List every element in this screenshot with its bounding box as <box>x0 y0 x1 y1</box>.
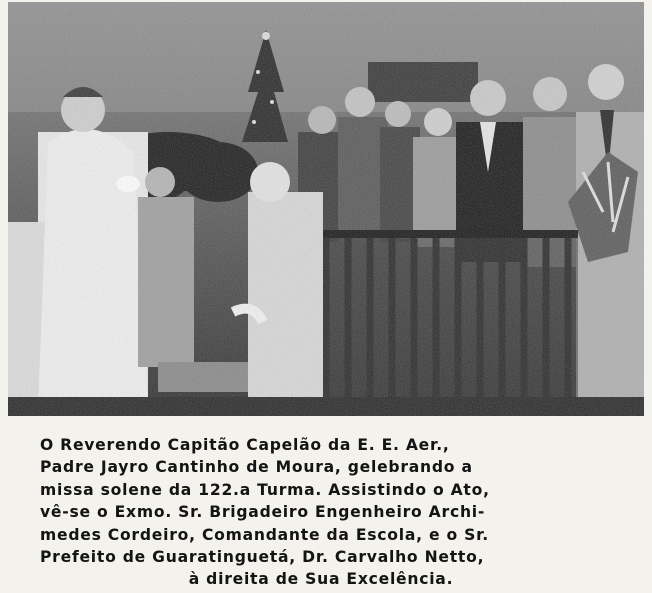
caption-line: Padre Jayro Cantinho de Moura, gelebrando a <box>40 458 473 477</box>
caption-line: missa solene da 122.a Turma. Assistindo o Ato, <box>40 480 490 499</box>
caption-line: à direita de Sua Excelência. <box>188 570 454 589</box>
caption-line: Prefeito de Guaratinguetá, Dr. Carvalho Netto, <box>40 548 485 567</box>
caption-line: medes Cordeiro, Comandante da Escola, e o Sr. <box>40 525 489 544</box>
photo-caption <box>40 434 630 591</box>
photo-illustration <box>8 2 644 416</box>
mass-ceremony-photo <box>8 2 644 416</box>
caption-line: vê-se o Exmo. Sr. Brigadeiro Engenheiro Archi- <box>40 503 486 522</box>
caption-line: O Reverendo Capitão Capelão da E. E. Aer., <box>40 436 450 454</box>
